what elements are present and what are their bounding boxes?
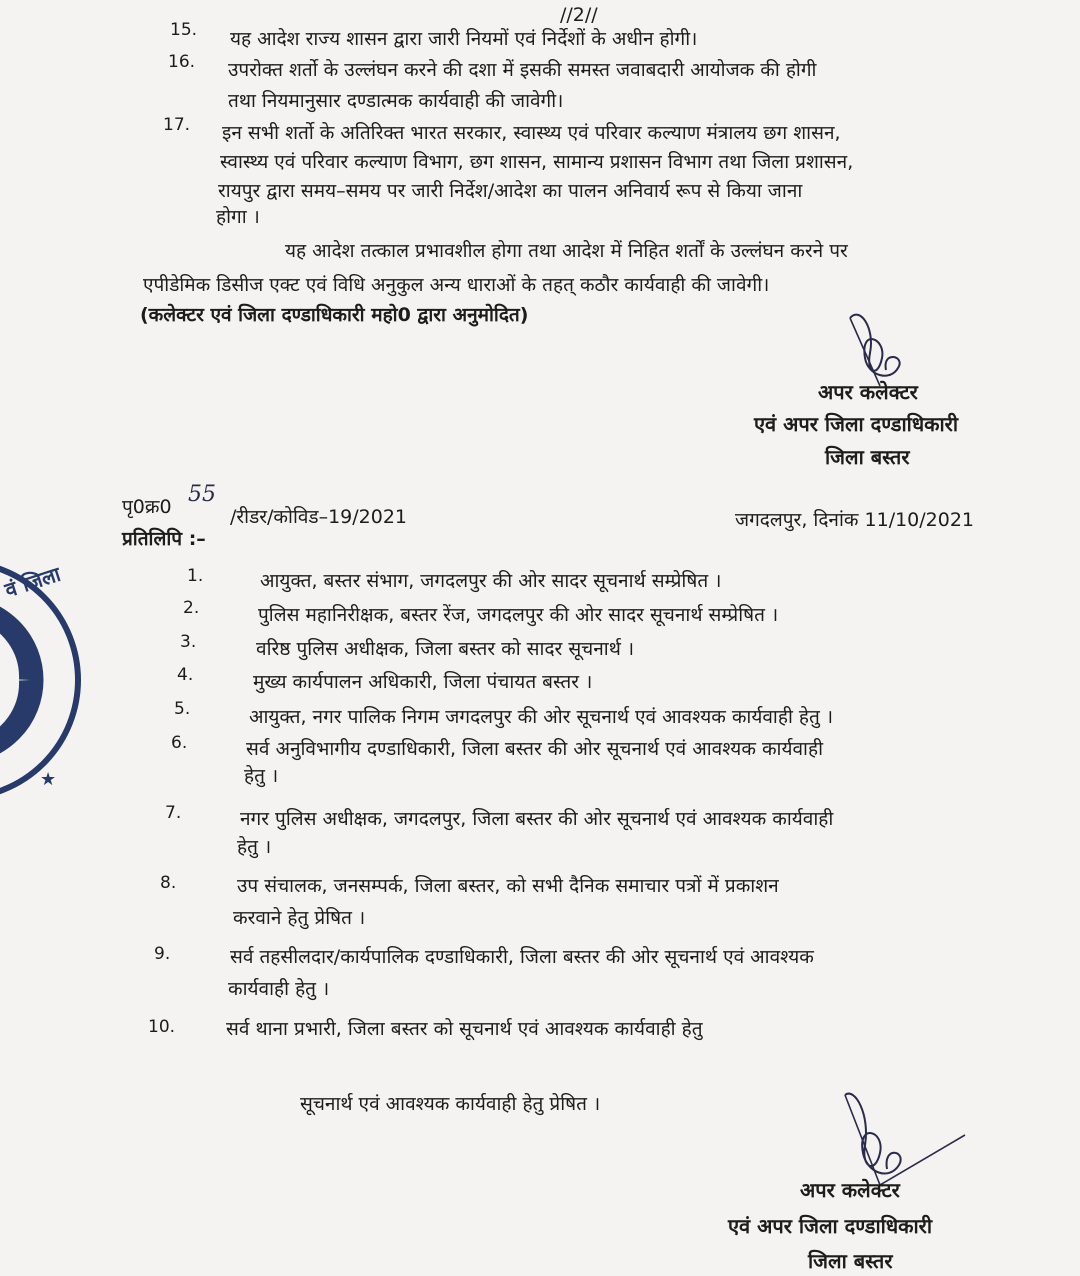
reference-prefix: पृ0क्र0 bbox=[122, 496, 172, 518]
stamp-text: वं जिला bbox=[1, 561, 64, 603]
svg-text:★: ★ bbox=[40, 769, 57, 790]
signature-designation: एवं अपर जिला दण्डाधिकारी bbox=[754, 412, 959, 436]
reference-suffix: /रीडर/कोविड–19/2021 bbox=[230, 506, 408, 528]
place-date: जगदलपुर, दिनांक 11/10/2021 bbox=[735, 509, 975, 531]
condition-number: 17. bbox=[163, 115, 191, 135]
signature-title: अपर कलेक्टर bbox=[818, 380, 918, 404]
signature-scribble bbox=[820, 298, 960, 388]
condition-text: रायपुर द्वारा समय–समय पर जारी निर्देश/आदेश का पालन अनिवार्य रूप से किया जाना bbox=[218, 180, 803, 202]
list-number: 1. bbox=[187, 566, 204, 586]
condition-text: तथा नियमानुसार दण्डात्मक कार्यवाही की जावेगी। bbox=[228, 90, 564, 112]
list-item-text: सर्व थाना प्रभारी, जिला बस्तर को सूचनार्थ एवं आवश्यक कार्यवाही हेतु bbox=[226, 1018, 703, 1040]
effect-paragraph-line: एपीडेमिक डिसीज एक्ट एवं विधि अनुकुल अन्य धाराओं के तहत् कठौर कार्यवाही की जावेगी। bbox=[143, 274, 770, 296]
list-item-text: उप संचालक, जनसम्पर्क, जिला बस्तर, को सभी दैनिक समाचार पत्रों में प्रकाशन bbox=[237, 875, 779, 897]
condition-text: इन सभी शर्तो के अतिरिक्त भारत सरकार, स्वास्थ्य एवं परिवार कल्याण मंत्रालय छग शासन, bbox=[222, 122, 841, 144]
condition-text: होगा । bbox=[216, 206, 260, 228]
signature-district: जिला बस्तर bbox=[808, 1249, 893, 1273]
condition-text: यह आदेश राज्य शासन द्वारा जारी नियमों एवं निर्देशों के अधीन होगी। bbox=[230, 28, 698, 50]
list-number: 3. bbox=[180, 632, 197, 652]
approval-note: (कलेक्टर एवं जिला दण्डाधिकारी महो0 द्वारा अनुमोदित) bbox=[140, 304, 529, 326]
list-item-text: करवाने हेतु प्रेषित । bbox=[233, 907, 366, 929]
list-item-text: वरिष्ठ पुलिस अधीक्षक, जिला बस्तर को सादर सूचनार्थ । bbox=[256, 638, 635, 660]
condition-text: स्वास्थ्य एवं परिवार कल्याण विभाग, छग शासन, सामान्य प्रशासन विभाग तथा जिला प्रशासन, bbox=[220, 151, 854, 173]
list-item-text: हेतु । bbox=[244, 765, 279, 787]
list-item-text: कार्यवाही हेतु । bbox=[228, 978, 330, 1000]
list-number: 5. bbox=[174, 699, 191, 719]
condition-number: 15. bbox=[170, 20, 198, 40]
condition-number: 16. bbox=[168, 52, 196, 72]
list-number: 9. bbox=[154, 944, 171, 964]
signature-district: जिला बस्तर bbox=[825, 445, 910, 469]
list-number: 6. bbox=[171, 733, 188, 753]
list-number: 4. bbox=[177, 665, 194, 685]
list-item-text: पुलिस महानिरीक्षक, बस्तर रेंज, जगदलपुर की ओर सादर सूचनार्थ सम्प्रेषित । bbox=[258, 604, 779, 626]
list-number: 8. bbox=[160, 873, 177, 893]
list-item-text: आयुक्त, बस्तर संभाग, जगदलपुर की ओर सादर सूचनार्थ सम्प्रेषित । bbox=[260, 570, 722, 592]
signature-designation: एवं अपर जिला दण्डाधिकारी bbox=[728, 1214, 933, 1238]
list-item-text: नगर पुलिस अधीक्षक, जगदलपुर, जिला बस्तर की ओर सूचनार्थ एवं आवश्यक कार्यवाही bbox=[240, 808, 834, 830]
list-item-text: सर्व अनुविभागीय दण्डाधिकारी, जिला बस्तर की ओर सूचनार्थ एवं आवश्यक कार्यवाही bbox=[246, 738, 823, 760]
list-number: 10. bbox=[148, 1017, 176, 1037]
list-item-text: सर्व तहसीलदार/कार्यपालिक दण्डाधिकारी, जिला बस्तर की ओर सूचनार्थ एवं आवश्यक bbox=[230, 946, 814, 968]
condition-text: उपरोक्त शर्तो के उल्लंघन करने की दशा में इसकी समस्त जवाबदारी आयोजक की होगी bbox=[228, 59, 817, 81]
list-number: 2. bbox=[183, 598, 200, 618]
list-item-text: आयुक्त, नगर पालिक निगम जगदलपुर की ओर सूचनार्थ एवं आवश्यक कार्यवाही हेतु । bbox=[249, 706, 834, 728]
list-item-text: हेतु । bbox=[237, 836, 272, 858]
list-number: 7. bbox=[165, 803, 182, 823]
copy-label: प्रतिलिपि :– bbox=[122, 528, 206, 550]
signature-title: अपर कलेक्टर bbox=[800, 1178, 900, 1202]
effect-paragraph-line: यह आदेश तत्काल प्रभावशील होगा तथा आदेश में निहित शर्तों के उल्लंघन करने पर bbox=[285, 240, 848, 262]
list-item-text: मुख्य कार्यपालन अधिकारी, जिला पंचायत बस्तर । bbox=[253, 671, 593, 693]
forward-note: सूचनार्थ एवं आवश्यक कार्यवाही हेतु प्रेषित । bbox=[300, 1093, 601, 1115]
page-marker: //2// bbox=[560, 4, 598, 26]
handwritten-reference-number: 55 bbox=[188, 482, 216, 507]
